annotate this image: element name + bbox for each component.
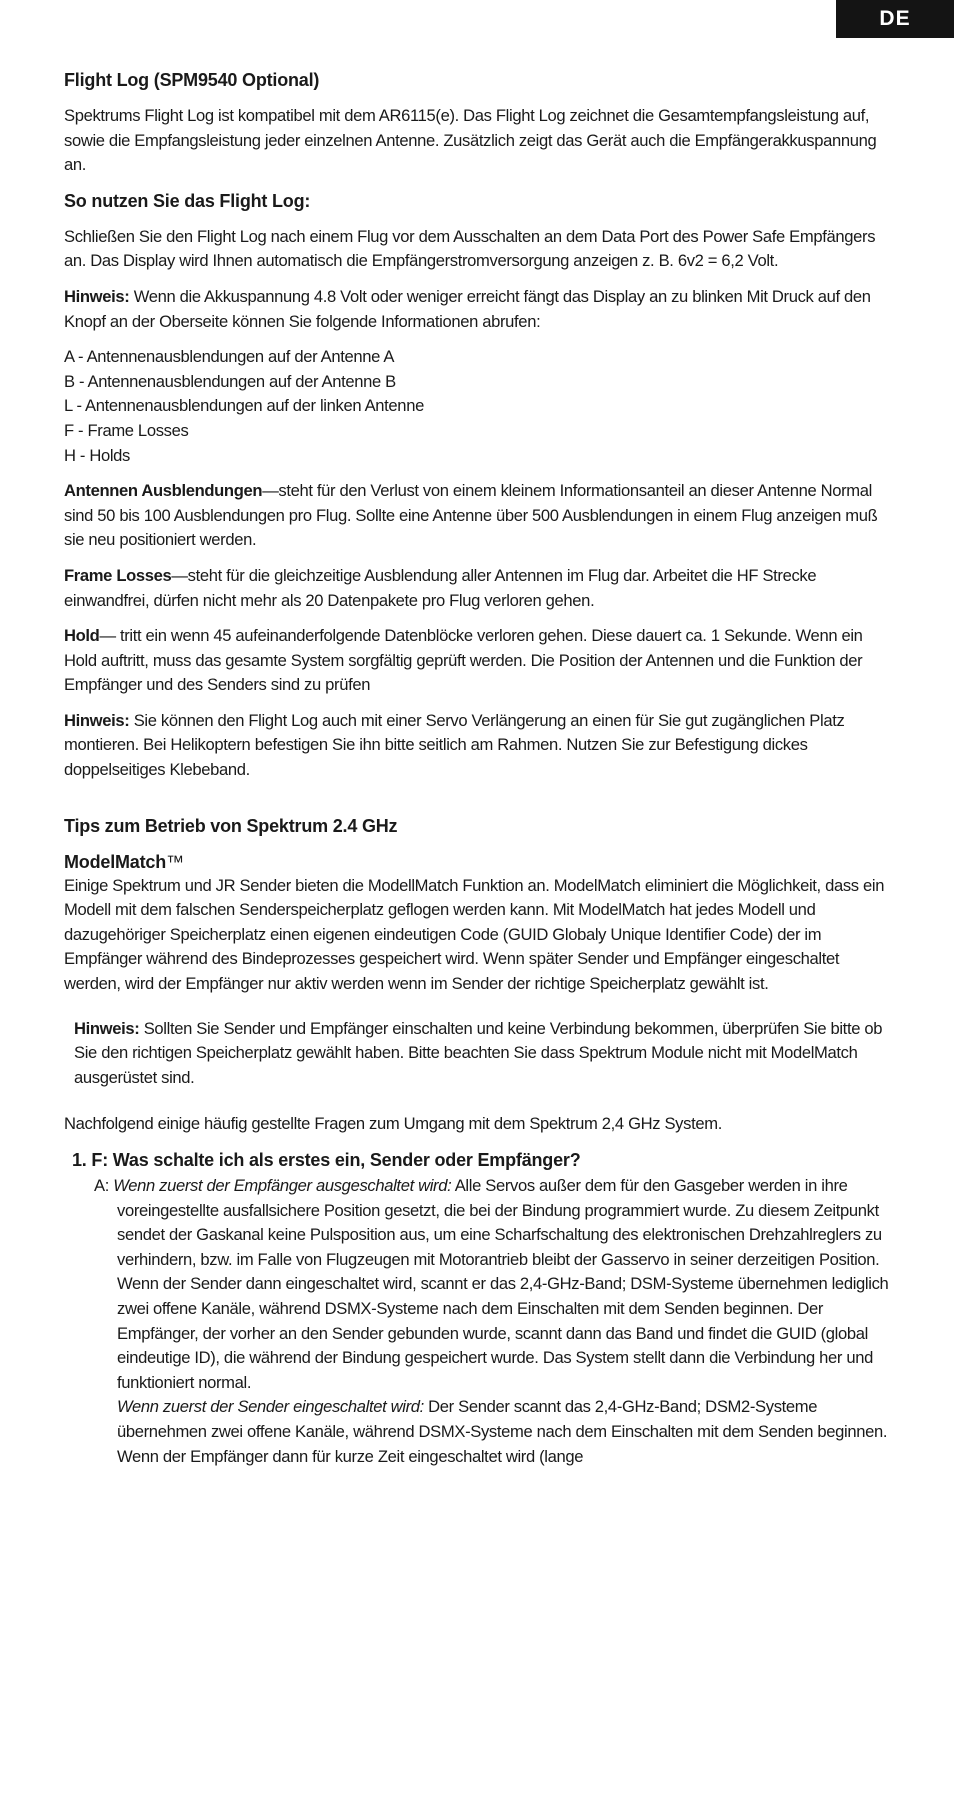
answer-condition: Wenn zuerst der Empfänger ausgeschaltet wird: bbox=[113, 1176, 452, 1195]
list-item: F - Frame Losses bbox=[64, 420, 189, 440]
modelmatch-text: Einige Spektrum und JR Sender bieten die ModellMatch Funktion an. ModelMatch eliminiert die Möglichkeit, dass ein Modell mit dem falschen Senderspeicherplatz geflogen werden kann. Mit ModelMatch hat jedes Modell und dazugehöriger Speicherplatz einen eigenen eindeutigen Code (GUID Globaly Unique Identifier Code) der im Empfänger während des Bindeprozesses gespeichert wird. Wenn später Sender und Empfänger eingeschaltet werden, wird der Empfänger nur aktiv werden wenn im Sender der richtige Speicherplatz gewählt ist. bbox=[64, 875, 885, 994]
hold-paragraph bbox=[64, 624, 894, 698]
modelmatch-heading: ModelMatch™ bbox=[64, 851, 184, 872]
faq-intro: Nachfolgend einige häufig gestellte Fragen zum Umgang mit dem Spektrum 2,4 GHz System. bbox=[64, 1114, 722, 1134]
list-item: A - Antennenausblendungen auf der Antenne A bbox=[64, 347, 395, 367]
howto-text: Schließen Sie den Flight Log nach einem Flug vor dem Ausschalten an dem Data Port des Power Safe Empfängers an. Das Display wird Ihnen automatisch die Empfängerstromversorgung anzeigen z. B. 6v2 = 6,2 Volt. bbox=[64, 226, 876, 271]
modelmatch-hint bbox=[64, 1017, 894, 1091]
hint-label: Hinweis: bbox=[64, 710, 130, 730]
flight-log-heading: Flight Log (SPM9540 Optional) bbox=[64, 70, 320, 90]
faq-answer-1-continued bbox=[64, 1395, 894, 1469]
howto-heading: So nutzen Sie das Flight Log: bbox=[64, 190, 311, 211]
answer-text: Der Sender scannt das 2,4-GHz-Band; DSM2-Systeme übernehmen zwei offene Kanäle, während DSMX-Systeme nach dem Einschalten mit dem Senden beginnen. Wenn der Empfänger dann für kurze Zeit eingeschaltet wird (lange bbox=[117, 1397, 888, 1466]
hint-mounting bbox=[64, 709, 894, 783]
flight-log-section bbox=[64, 68, 894, 783]
term-label: Frame Losses bbox=[64, 565, 172, 585]
list-item: B - Antennenausblendungen auf der Antenne B bbox=[64, 371, 396, 391]
trademark-symbol: ™ bbox=[166, 851, 184, 872]
term-label: Hold bbox=[64, 626, 100, 646]
answer-condition: Wenn zuerst der Sender eingeschaltet wird: bbox=[117, 1397, 424, 1417]
hint-label: Hinweis: bbox=[64, 286, 130, 306]
answer-text: Alle Servos außer dem für den Gasgeber werden in ihre voreingestellte ausfallsichere Position gesetzt, die bei der Bindung programmiert wurde. Zu diesem Zeitpunkt sendet der Gaskanal keine Pulsposition aus, um eine Scharfschaltung des elektronischen Drehzahlreglers zu verhindern, bzw. im Falle von Flugzeugen mit Motorantrieb bleibt der Gasservo in seiner derzeitigen Position. Wenn der Sender dann eingeschaltet wird, scannt er das 2,4-GHz-Band; DSM-Systeme übernehmen lediglich zwei offene Kanäle, während DSMX-Systeme nach dem Einschalten mit dem Senden beginnen. Der Empfänger, der vorher an den Sender gebunden wurde, scannt dann das Band und findet die GUID (global eindeutige ID), die während der Bindung gespeichert wurde. Das System stellt dann die Verbindung her und funktioniert normal. bbox=[117, 1176, 889, 1392]
term-text: — tritt ein wenn 45 aufeinanderfolgende Datenblöcke verloren gehen. Diese dauert ca. 1 Sekunde. Wenn ein Hold auftritt, muss das gesamte System sorgfältig geprüft werden. Die Position der Antennen und die Funktion der Empfänger und des Senders sind zu prüfen bbox=[64, 626, 863, 695]
frame-losses-paragraph bbox=[64, 564, 894, 613]
hint-text: Sollten Sie Sender und Empfänger einschalten und keine Verbindung bekommen, überprüfen Sie bitte ob Sie den richtigen Speicherplatz gewählt haben. Bitte beachten Sie dass Spektrum Module nicht mit ModelMatch ausgerüstet sind. bbox=[74, 1018, 883, 1087]
language-tab: DE bbox=[836, 0, 954, 38]
list-item: L - Antennenausblendungen auf der linken Antenne bbox=[64, 396, 424, 416]
hint-voltage bbox=[64, 285, 894, 334]
list-item: H - Holds bbox=[64, 445, 131, 465]
faq-answer-1: A: Wenn zuerst der Empfänger ausgeschaltet wird: Alle Servos außer dem für den Gasgeber werden in ihre voreingestellte ausfallsichere Position gesetzt, die bei der Bindung programmiert wurde. Zu diesem Zeitpunkt sendet der Gaskanal keine Pulsposition aus, um eine Scharfschaltung des elektronischen Drehzahlreglers zu verhindern, bzw. im Falle von Flugzeugen mit Motorantrieb bleibt der Gasservo in seiner derzeitigen Position. Wenn der Sender dann eingeschaltet wird, scannt er das 2,4-GHz-Band; DSM-Systeme übernehmen lediglich zwei offene Kanäle, während DSMX-Systeme nach dem Einschalten mit dem Senden beginnen. Der Empfänger, der vorher an den Sender gebunden wurde, scannt dann das Band und findet die GUID (global eindeutige ID), die während der Bindung gespeichert wurde. Das System stellt dann die Verbindung her und funktioniert normal. bbox=[94, 1176, 889, 1392]
hint-text: Sie können den Flight Log auch mit einer Servo Verlängerung an einen für Sie gut zugänglichen Platz montieren. Bei Helikoptern befestigen Sie ihn bitte seitlich am Rahmen. Nutzen Sie zur Befestigung dickes doppelseitiges Klebeband. bbox=[64, 710, 845, 780]
term-label: Antennen Ausblendungen bbox=[64, 481, 263, 501]
hint-label: Hinweis: bbox=[74, 1018, 140, 1038]
faq-question-1: 1. F: Was schalte ich als erstes ein, Sender oder Empfänger? bbox=[72, 1150, 581, 1170]
term-text: —steht für den Verlust von einem kleinem Informationsanteil an dieser Antenne Normal sind 50 bis 100 Ausblendungen pro Flug. Sollte eine Antenne über 500 Ausblendungen in einem Flug anzeigen muß sie neu positioniert werden. bbox=[64, 481, 878, 550]
antenna-fades-paragraph bbox=[64, 479, 894, 553]
page-content bbox=[64, 68, 894, 1469]
flight-log-intro: Spektrums Flight Log ist kompatibel mit dem AR6115(e). Das Flight Log zeichnet die Gesamtempfangsleistung auf, sowie die Empfangsleistung jeder einzelnen Antenne. Zusätzlich zeigt das Gerät auch die Empfängerakkuspannung an. bbox=[64, 106, 877, 175]
info-list bbox=[64, 345, 894, 468]
tips-heading: Tips zum Betrieb von Spektrum 2.4 GHz bbox=[64, 815, 398, 836]
tips-section bbox=[64, 814, 894, 1469]
term-text: —steht für die gleichzeitige Ausblendung aller Antennen im Flug dar. Arbeitet die HF Strecke einwandfrei, dürfen nicht mehr als 20 Datenpakete pro Flug verloren gehen. bbox=[64, 565, 817, 610]
hint-text: Wenn die Akkuspannung 4.8 Volt oder weniger erreicht fängt das Display an zu blinken Mit Druck auf den Knopf an der Oberseite können Sie folgende Informationen abrufen: bbox=[64, 286, 871, 331]
